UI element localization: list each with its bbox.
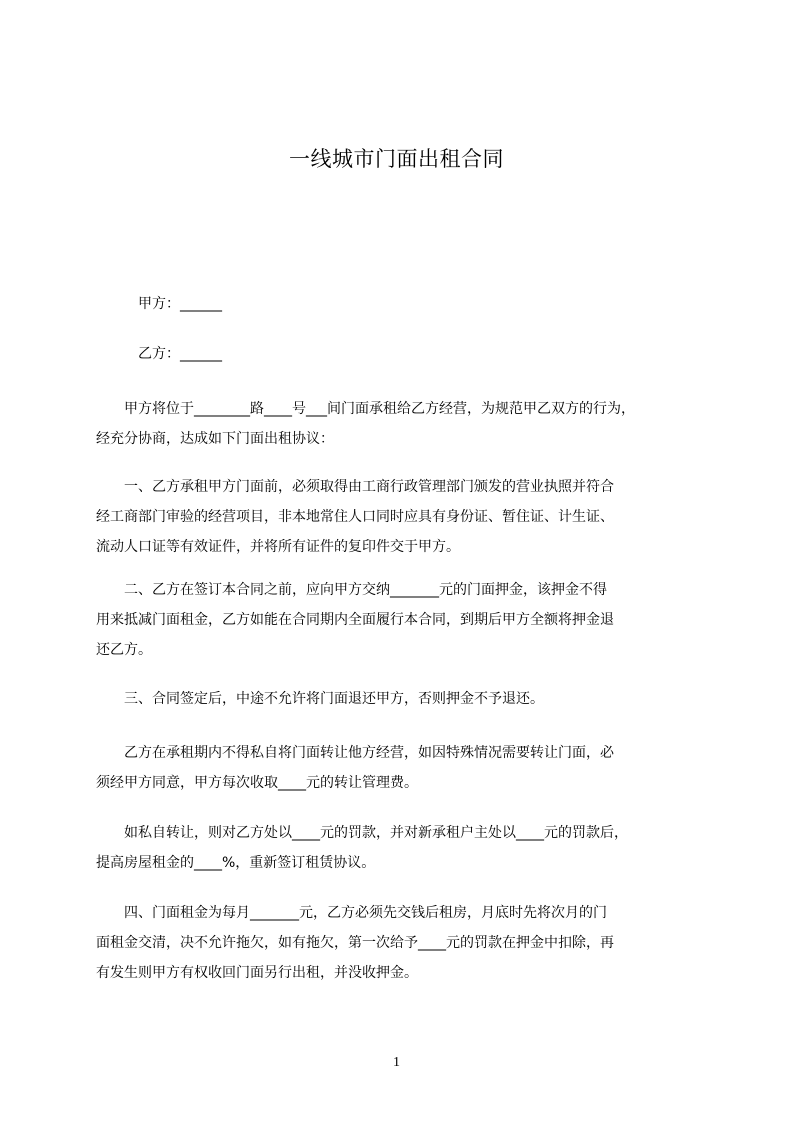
paragraph-intro xyxy=(96,394,706,454)
paragraph-transfer xyxy=(96,738,706,798)
paragraph-line: 经充分协商，达成如下门面出租协议： xyxy=(96,431,334,447)
party-b-line: 乙方：______ xyxy=(138,346,222,362)
paragraph-line: 如私自转让，则对乙方处以____元的罚款，并对新承租户主处以____元的罚款后， xyxy=(96,825,628,841)
paragraph-line: 甲方将位于________路____号___间门面承租给乙方经营，为规范甲乙双方的行为， xyxy=(96,401,635,417)
paragraph-line: 用来抵减门面租金，乙方如能在合同期内全面履行本合同，到期后甲方全额将押金退 xyxy=(96,612,614,628)
paragraph-line: 二、乙方在签订本合同之前，应向甲方交纳_______元的门面押金，该押金不得 xyxy=(96,582,607,598)
paragraph-line: 乙方在承租期内不得私自将门面转让他方经营，如因特殊情况需要转让门面，必 xyxy=(96,745,614,761)
paragraph-line: 三、合同签定后，中途不允许将门面退还甲方，否则押金不予退还。 xyxy=(96,691,544,707)
paragraph-clause-1 xyxy=(96,472,706,562)
paragraph-line: 有发生则甲方有权收回门面另行出租，并没收押金。 xyxy=(96,965,418,981)
paragraph-line: 提高房屋租金的____%，重新签订租赁协议。 xyxy=(96,855,376,871)
paragraph-line: 四、门面租金为每月_______元，乙方必须先交钱后租房，月底时先将次月的门 xyxy=(96,905,607,921)
page-number: 1 xyxy=(393,1055,400,1070)
paragraph-clause-3 xyxy=(96,684,706,714)
paragraph-clause-4 xyxy=(96,898,706,988)
paragraph-line: 须经甲方同意，甲方每次收取____元的转让管理费。 xyxy=(96,775,418,791)
party-a-line: 甲方：______ xyxy=(138,296,222,312)
paragraph-line: 还乙方。 xyxy=(96,642,152,658)
document-title: 一线城市门面出租合同 xyxy=(289,147,504,171)
paragraph-penalty xyxy=(96,818,706,878)
paragraph-clause-2 xyxy=(96,575,706,665)
paragraph-line: 流动人口证等有效证件，并将所有证件的复印件交于甲方。 xyxy=(96,539,460,555)
paragraph-line: 经工商部门审验的经营项目，非本地常住人口同时应具有身份证、暂住证、计生证、 xyxy=(96,509,614,525)
paragraph-line: 一、乙方承租甲方门面前，必须取得由工商行政管理部门颁发的营业执照并符合 xyxy=(96,479,614,495)
paragraph-line: 面租金交清，决不允许拖欠，如有拖欠，第一次给予____元的罚款在押金中扣除，再 xyxy=(96,935,614,951)
